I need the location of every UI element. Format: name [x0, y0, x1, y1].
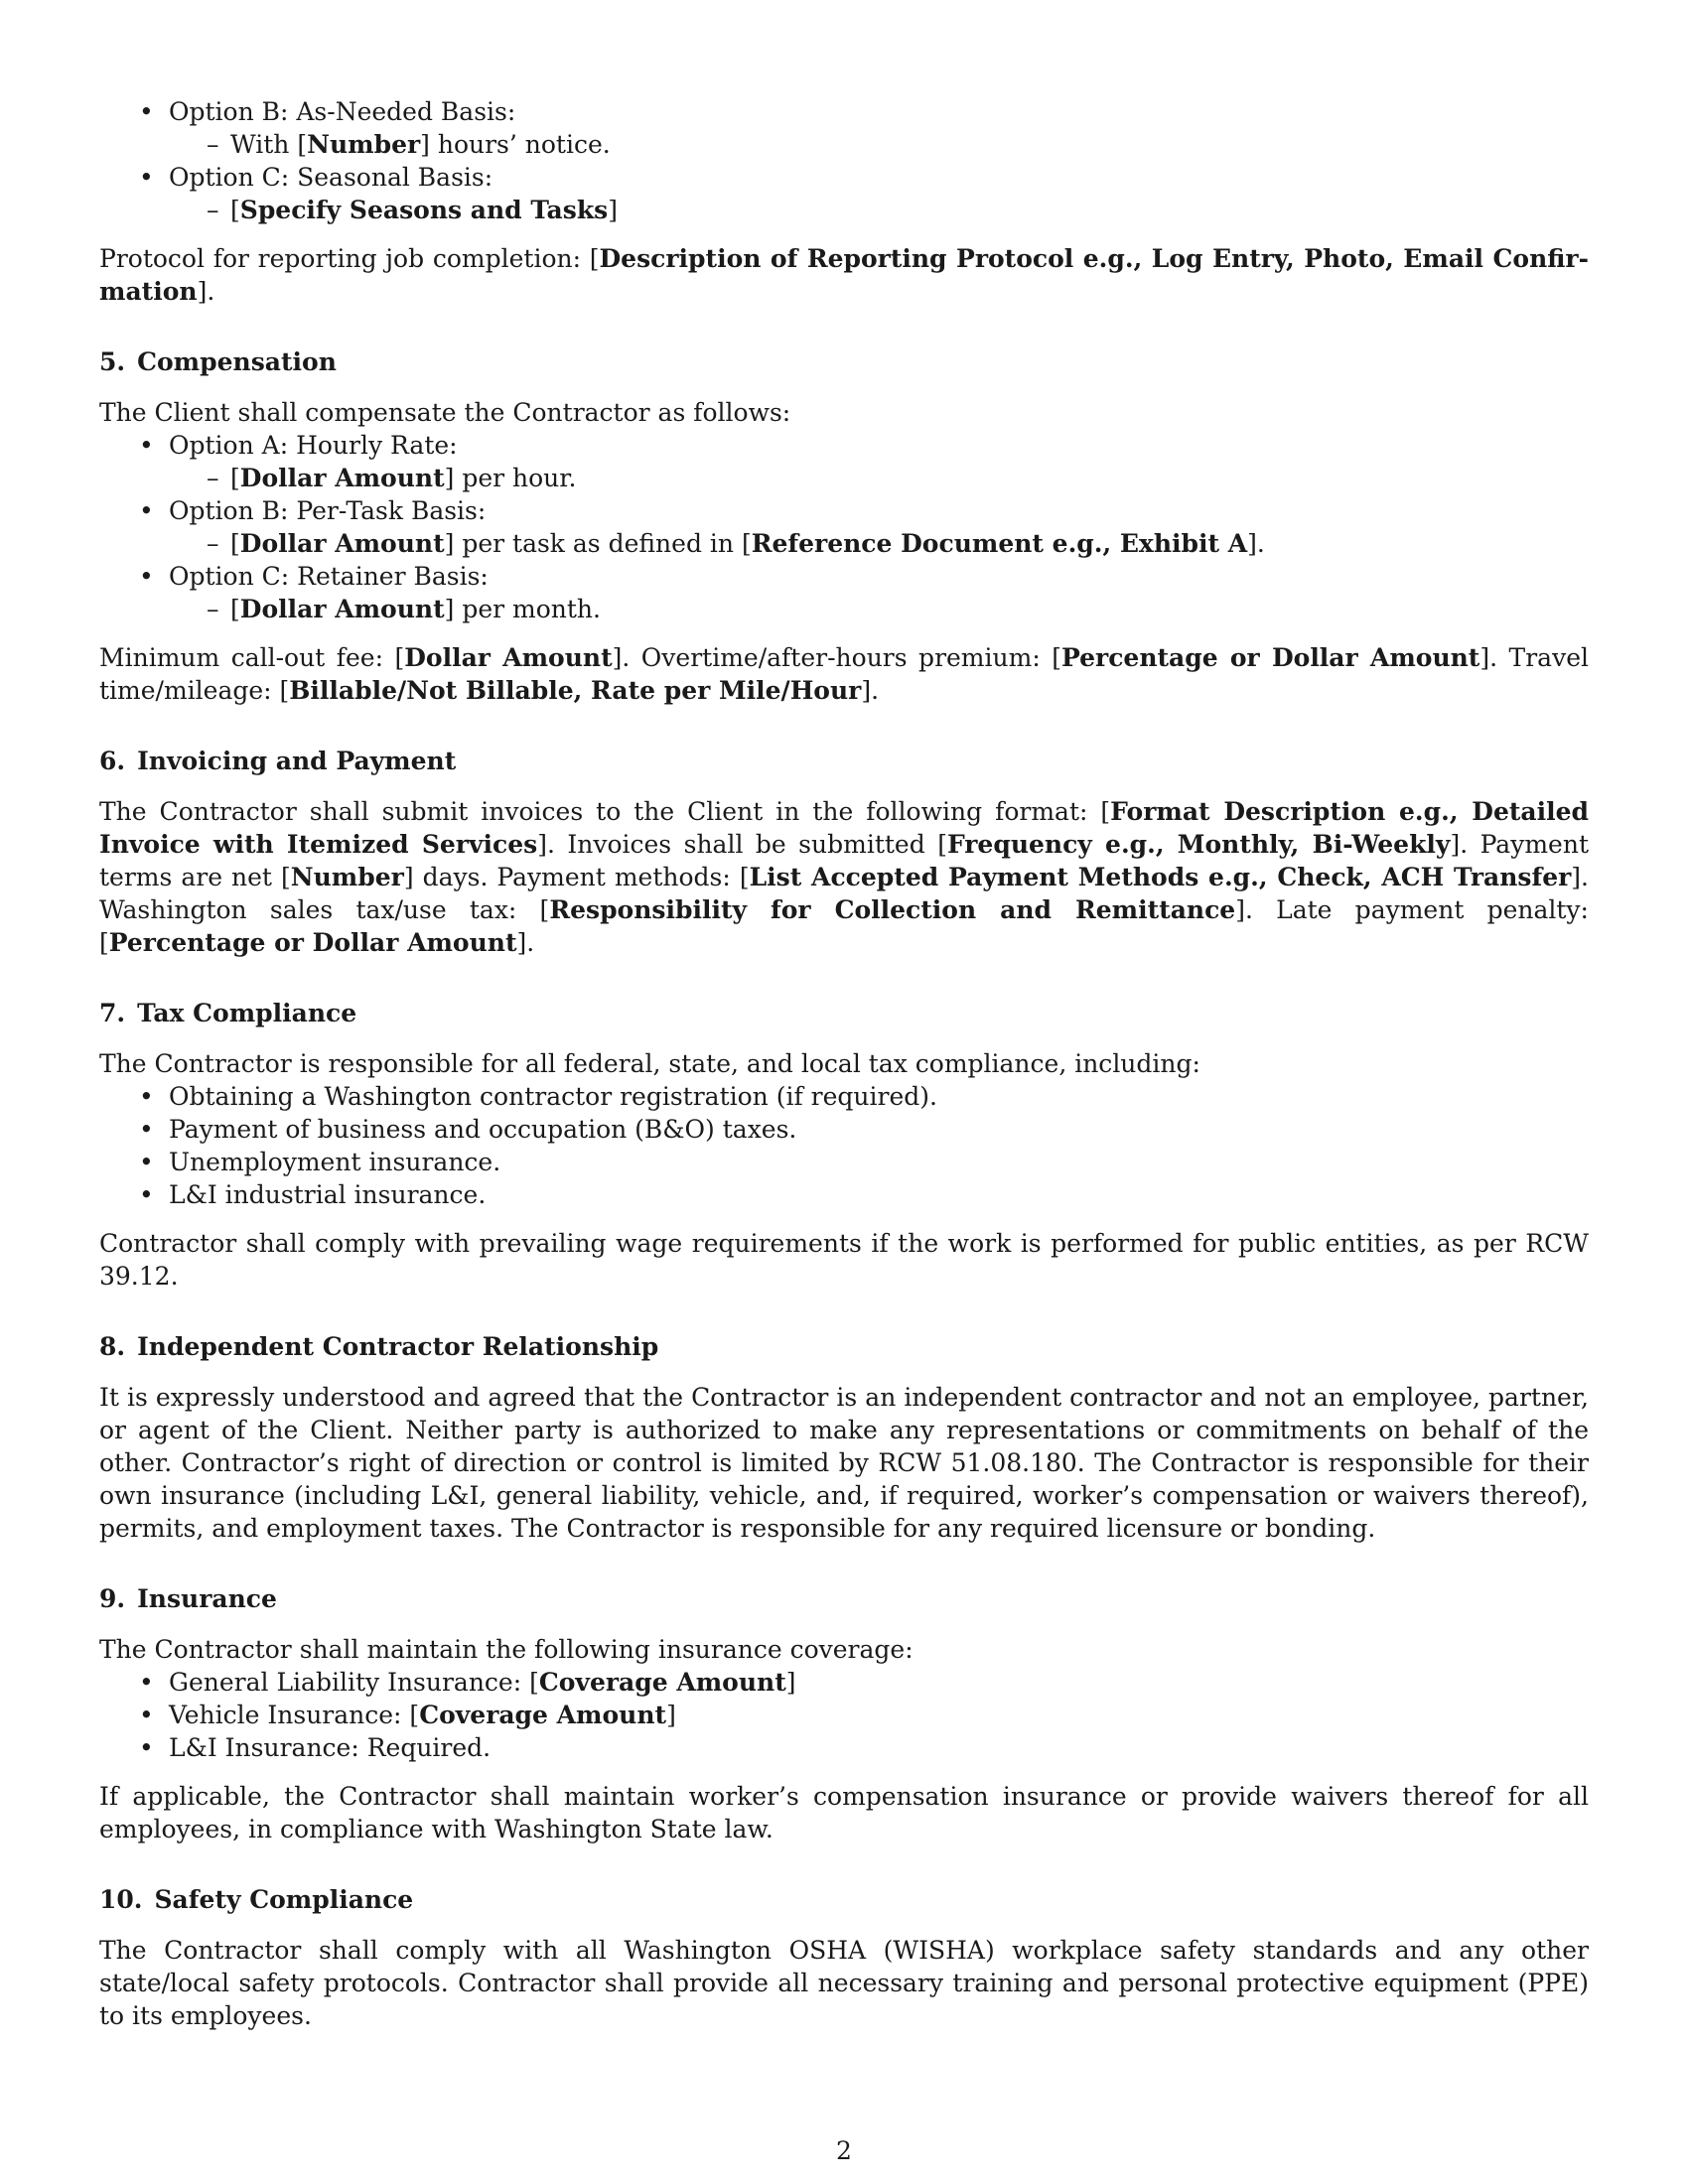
document-page [99, 95, 1589, 2032]
section-paragraph: The Contractor is responsible for all federal, state, and local tax compliance, including: [99, 1049, 1200, 1078]
placeholder-field: Frequency e.g., Monthly, Bi-Weekly [946, 830, 1451, 859]
section-heading-insurance: 9. Insurance [99, 1584, 277, 1613]
list-item: • General Liability Insurance: [Coverage Amount] [99, 1666, 1589, 1699]
list-item: • L&I Insurance: Required. [99, 1731, 1589, 1764]
placeholder-field: Coverage Amount [538, 1668, 786, 1697]
list-subitem: – [Dollar Amount] per task as defined in [Reference Document e.g., Exhibit A]. [169, 527, 1589, 560]
list-item: • Payment of business and occupation (B&O) taxes. [99, 1113, 1589, 1146]
insurance-list [99, 1666, 1589, 1764]
list-item: • Vehicle Insurance: [Coverage Amount] [99, 1699, 1589, 1731]
schedule-options-list [99, 95, 1589, 226]
section-heading-invoicing: 6. Invoicing and Payment [99, 747, 457, 775]
list-item: • L&I industrial insurance. [99, 1178, 1589, 1211]
list-subitem: – [Specify Seasons and Tasks] [169, 194, 1589, 226]
protocol-paragraph: Protocol for reporting job completion: [Description of Reporting Protocol e.g., Log Entry, Photo, Email Confirmation]. [99, 244, 1589, 306]
tax-list [99, 1080, 1589, 1211]
list-subitem: – [Dollar Amount] per month. [169, 593, 1589, 625]
section-paragraph: The Contractor shall submit invoices to the Client in the following format: [Format Description e.g., Detailed Invoice with Itemized Services]. Invoices shall be submitted [Frequency e.g., Monthly, Bi-Weekly]. Payment terms are net [Number] days. Payment methods: [List Accepted Payment Methods e.g., Check, ACH Transfer]. Washington sales tax/use tax: [Responsibility for Collection and Remittance]. Late payment penalty: [Percentage or Dollar Amount]. [99, 797, 1589, 957]
list-item: • Option B: As-Needed Basis: – With [Number] hours’ notice. [99, 95, 1589, 161]
section-paragraph: Contractor shall comply with prevailing wage requirements if the work is performed for public entities, as per RCW 39.12. [99, 1229, 1589, 1291]
section-paragraph: The Contractor shall maintain the following insurance coverage: [99, 1635, 914, 1664]
section-heading-relationship: 8. Independent Contractor Relationship [99, 1332, 659, 1361]
list-item: • Option C: Retainer Basis: – [Dollar Amount] per month. [99, 560, 1589, 625]
placeholder-field: Coverage Amount [419, 1701, 667, 1729]
placeholder-field: Responsibility for Collection and Remittance [549, 895, 1236, 924]
placeholder-field: Dollar Amount [239, 464, 445, 492]
section-paragraph: If applicable, the Contractor shall maintain worker’s compensation insurance or provide waivers thereof for all employees, in compliance with Washington State law. [99, 1782, 1589, 1843]
placeholder-field: Format Description e.g., Detailed Invoice with Itemized Services [99, 797, 1589, 859]
placeholder-field: Description of Reporting Protocol e.g., Log Entry, Photo, Email Confirmation [99, 244, 1589, 306]
placeholder-field: Dollar Amount [404, 643, 613, 672]
section-paragraph: The Client shall compensate the Contractor as follows: [99, 398, 791, 427]
placeholder-field: Billable/Not Billable, Rate per Mile/Hour [289, 676, 862, 705]
placeholder-field: Dollar Amount [239, 529, 445, 558]
section-paragraph: The Contractor shall comply with all Washington OSHA (WISHA) workplace safety standards and any other state/local safety protocols. Contractor shall provide all necessary training and personal protective equipment (PPE) to its employees. [99, 1936, 1589, 2030]
section-paragraph: It is expressly understood and agreed that the Contractor is an independent contractor and not an employee, partner, or agent of the Client. Neither party is authorized to make any representations or commitments on behalf of the other. Contractor’s right of direction or control is limited by RCW 51.08.180. The Contractor is responsible for their own insurance (including L&I, general liability, vehicle, and, if required, worker’s compensation or waivers thereof), permits, and employment taxes. The Contractor is responsible for any required licensure or bonding. [99, 1383, 1589, 1543]
placeholder-field: Percentage or Dollar Amount [1060, 643, 1480, 672]
fees-paragraph: Minimum call-out fee: [Dollar Amount]. Overtime/after-hours premium: [Percentage or Dollar Amount]. Travel time/mileage: [Billable/Not Billable, Rate per Mile/Hour]. [99, 643, 1589, 705]
placeholder-field: Number [307, 130, 421, 159]
list-item: • Unemployment insurance. [99, 1146, 1589, 1178]
list-item: • Option A: Hourly Rate: – [Dollar Amount] per hour. [99, 429, 1589, 494]
list-item: • Obtaining a Washington contractor registration (if required). [99, 1080, 1589, 1113]
list-item: • Option B: Per-Task Basis: – [Dollar Amount] per task as defined in [Reference Document e.g., Exhibit A]. [99, 494, 1589, 560]
section-heading-safety: 10. Safety Compliance [99, 1885, 414, 1914]
placeholder-field: Percentage or Dollar Amount [108, 928, 517, 957]
placeholder-field: Specify Seasons and Tasks [239, 196, 609, 224]
placeholder-field: Number [290, 863, 404, 891]
placeholder-field: List Accepted Payment Methods e.g., Check, ACH Transfer [749, 863, 1572, 891]
list-subitem: – [Dollar Amount] per hour. [169, 462, 1589, 494]
compensation-options-list [99, 429, 1589, 625]
section-heading-compensation: 5. Compensation [99, 347, 337, 376]
section-heading-tax: 7. Tax Compliance [99, 999, 357, 1027]
list-subitem: – With [Number] hours’ notice. [169, 128, 1589, 161]
placeholder-field: Dollar Amount [239, 595, 445, 623]
list-item: • Option C: Seasonal Basis: – [Specify Seasons and Tasks] [99, 161, 1589, 226]
page-number: 2 [836, 2136, 852, 2165]
placeholder-field: Reference Document e.g., Exhibit A [751, 529, 1248, 558]
